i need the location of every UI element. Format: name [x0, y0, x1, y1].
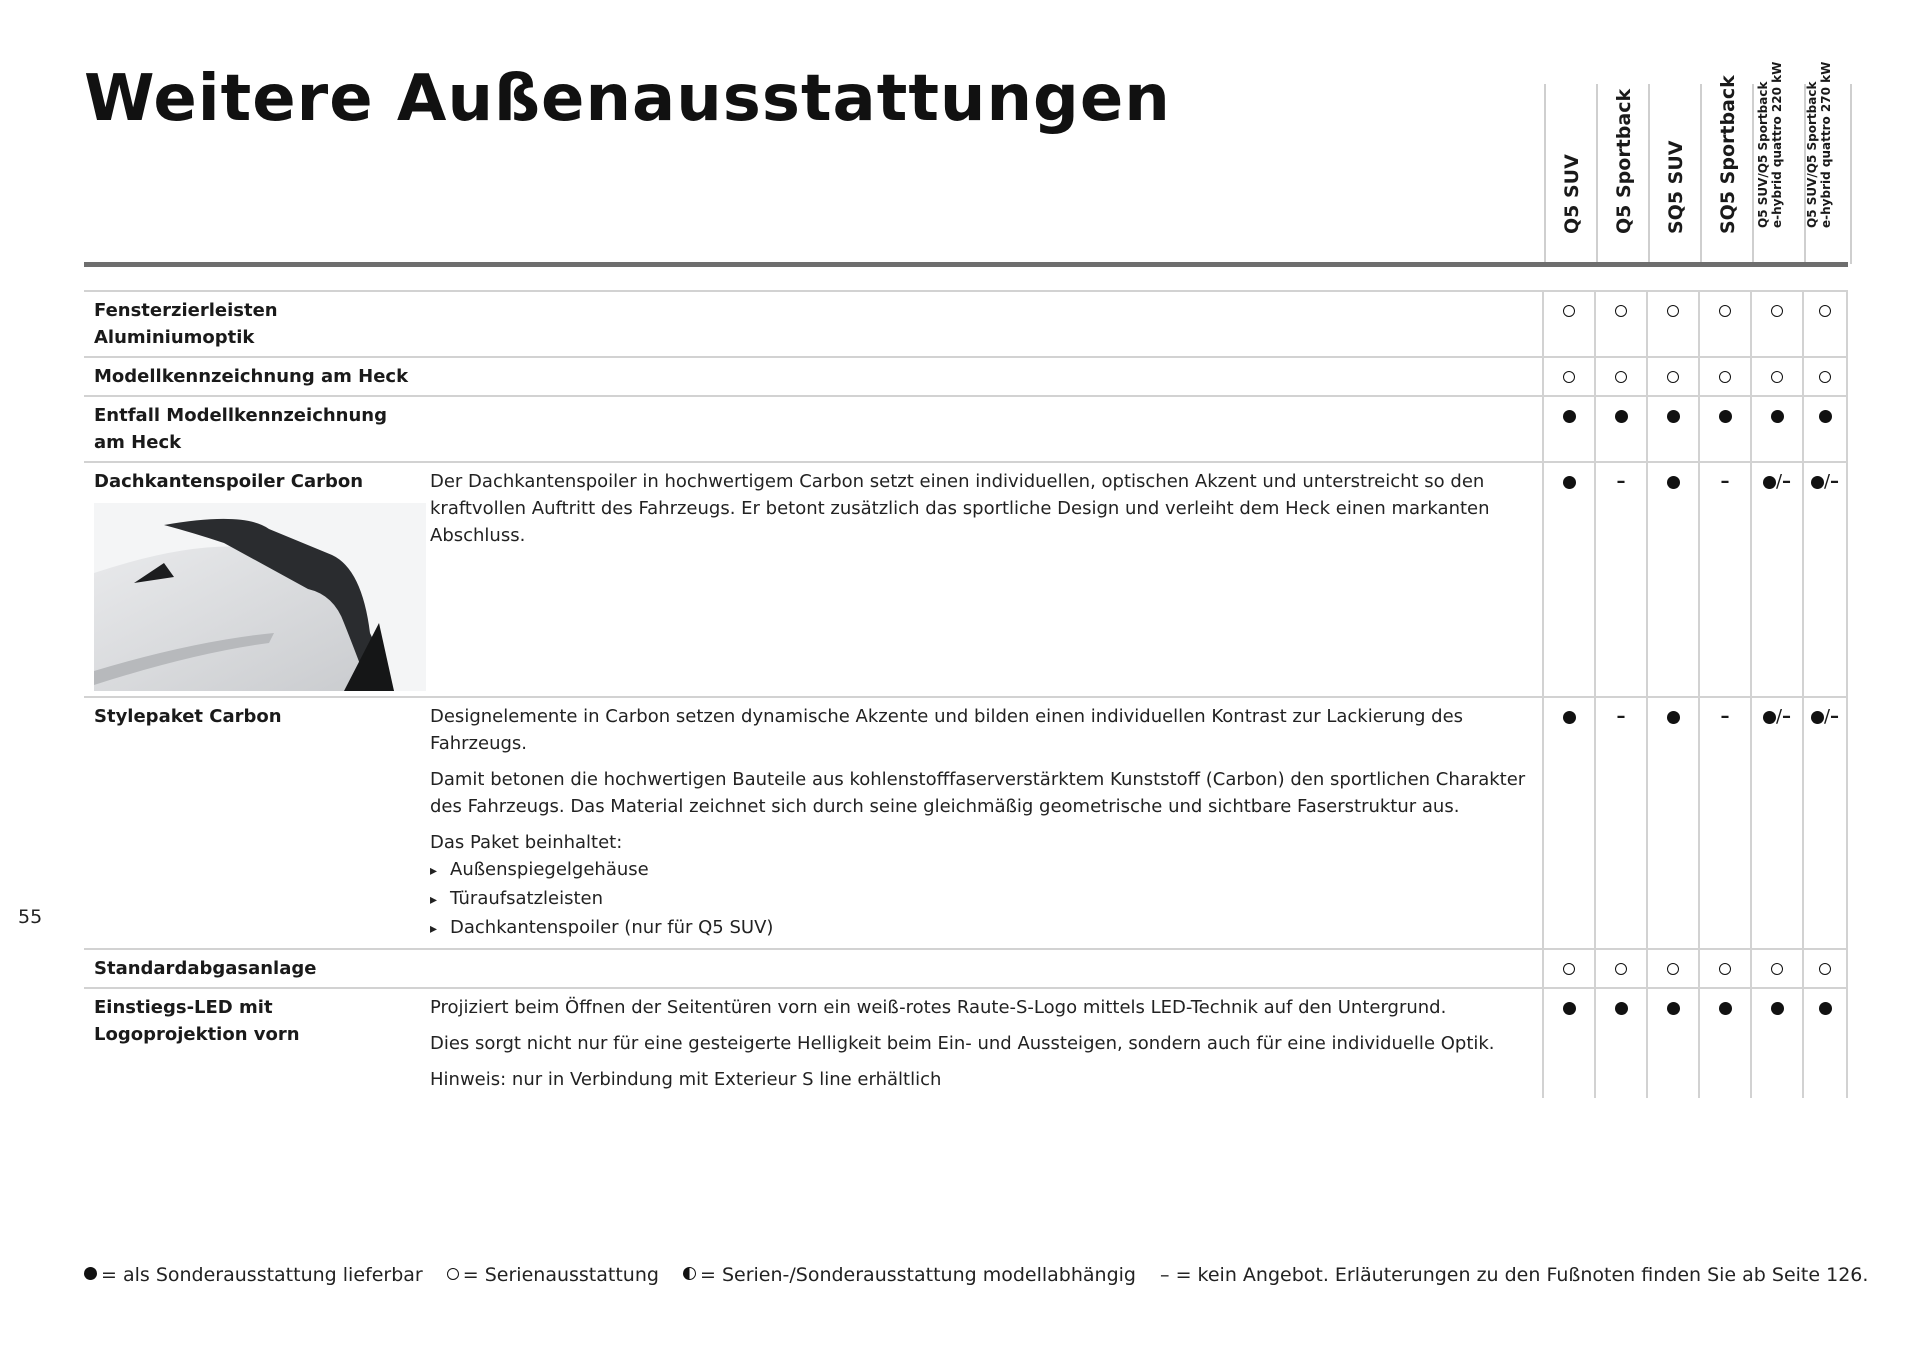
- dash-icon: –: [1616, 471, 1626, 492]
- table-row: [84, 988, 1847, 1098]
- availability-value: [1819, 300, 1831, 321]
- availability-value: [1563, 405, 1576, 426]
- description-paragraph: Das Paket beinhaltet:: [430, 832, 623, 853]
- open-circle-icon: [1771, 305, 1783, 317]
- feature-description: [420, 357, 1543, 396]
- description-paragraph: Hinweis: nur in Verbindung mit Exterieur S line erhältlich: [430, 1069, 942, 1090]
- filled-circle-icon: [1763, 476, 1776, 489]
- availability-value: [1615, 300, 1627, 321]
- model-header-sq5-sportback: [1700, 75, 1754, 264]
- open-circle-icon: [1615, 963, 1627, 975]
- availability-value: [1615, 997, 1628, 1018]
- legend-not-available: [1160, 1264, 1868, 1286]
- filled-circle-icon: [1811, 476, 1824, 489]
- dash-icon: –: [1830, 471, 1840, 492]
- slash: /: [1775, 471, 1783, 492]
- half-circle-icon: [683, 1267, 696, 1280]
- availability-cell: [1803, 357, 1847, 396]
- bullet-list: [430, 856, 1532, 943]
- availability-cell: [1699, 949, 1751, 988]
- feature-name-text: Stylepaket Carbon: [94, 706, 282, 727]
- filled-circle-icon: [1811, 711, 1824, 724]
- feature-name: [84, 949, 420, 988]
- availability-cell: [1751, 697, 1803, 949]
- availability-value: [1563, 958, 1575, 979]
- dash-icon: –: [1782, 706, 1792, 727]
- availability-value: [1819, 997, 1832, 1018]
- table-row: [84, 462, 1847, 697]
- filled-circle-icon: [1819, 410, 1832, 423]
- filled-circle-icon: [1667, 1002, 1680, 1015]
- open-circle-icon: [1667, 963, 1679, 975]
- availability-value: [1667, 405, 1680, 426]
- model-header-q5-suv: [1544, 84, 1598, 264]
- feature-name-text: Entfall Modellkennzeichnung am Heck: [94, 405, 388, 453]
- availability-cell: [1595, 988, 1647, 1098]
- open-circle-icon: [1563, 305, 1575, 317]
- availability-cell: [1595, 357, 1647, 396]
- model-header-ehybrid-270: [1804, 61, 1852, 264]
- dash-icon: –: [1720, 706, 1730, 727]
- availability-cell: [1751, 462, 1803, 697]
- availability-cell: [1751, 396, 1803, 462]
- availability-cell: [1699, 357, 1751, 396]
- feature-name: [84, 697, 420, 949]
- availability-cell: [1647, 291, 1699, 357]
- availability-cell: [1543, 697, 1595, 949]
- availability-cell: [1803, 949, 1847, 988]
- availability-value: [1667, 471, 1680, 492]
- availability-cell: [1647, 462, 1699, 697]
- legend-model-dependent: [683, 1264, 1136, 1286]
- description-paragraph: Damit betonen die hochwertigen Bauteile aus kohlenstofffaserverstärktem Kunststoff (Carbon) den sportlichen Charakter des Fahrzeugs. Das Material zeichnet sich durch seine gleichmäßig geometrische und sichtbare Faserstruktur aus.: [430, 769, 1526, 817]
- filled-circle-icon: [1615, 1002, 1628, 1015]
- bullet-item: ▸ Dachkantenspoiler (nur für Q5 SUV): [430, 914, 1532, 943]
- availability-value: [1563, 300, 1575, 321]
- open-circle-icon: [1615, 371, 1627, 383]
- availability-value: [1617, 706, 1626, 727]
- model-header-label: Q5 Sportback: [1613, 88, 1635, 234]
- availability-value: [1615, 366, 1627, 387]
- availability-cell: [1647, 949, 1699, 988]
- availability-cell: [1803, 988, 1847, 1098]
- availability-cell: [1699, 988, 1751, 1098]
- availability-cell: [1751, 357, 1803, 396]
- availability-cell: [1595, 462, 1647, 697]
- availability-cell: [1543, 396, 1595, 462]
- filled-circle-icon: [1563, 1002, 1576, 1015]
- availability-cell: [1543, 291, 1595, 357]
- open-circle-icon: [1771, 963, 1783, 975]
- legend: [84, 1264, 1886, 1286]
- availability-value: [1563, 706, 1576, 727]
- filled-circle-icon: [1771, 410, 1784, 423]
- availability-value: [1617, 471, 1626, 492]
- availability-value: [1615, 958, 1627, 979]
- feature-description: [420, 697, 1543, 949]
- model-header-line: Q5 SUV/Q5 Sportback: [1805, 81, 1820, 228]
- legend-text: = Serien-/Sonderausstattung modellabhängig: [699, 1264, 1136, 1286]
- availability-value: [1667, 300, 1679, 321]
- model-header-ehybrid-220: [1752, 61, 1806, 264]
- availability-cell: [1699, 396, 1751, 462]
- dash-icon: –: [1782, 471, 1792, 492]
- availability-value: [1719, 405, 1732, 426]
- availability-value: [1721, 706, 1730, 727]
- model-header-label: SQ5 Sportback: [1717, 75, 1739, 234]
- feature-description: [420, 462, 1543, 697]
- availability-cell: [1803, 291, 1847, 357]
- availability-value: [1563, 997, 1576, 1018]
- header-rule: [84, 262, 1848, 267]
- open-circle-icon: [1615, 305, 1627, 317]
- feature-description: [420, 949, 1543, 988]
- availability-value: [1819, 366, 1831, 387]
- feature-name-text: Standardabgasanlage: [94, 958, 317, 979]
- open-circle-icon: [1719, 963, 1731, 975]
- availability-cell: [1543, 357, 1595, 396]
- availability-value: [1615, 405, 1628, 426]
- availability-value: [1667, 997, 1680, 1018]
- dash-icon: –: [1720, 471, 1730, 492]
- carbon-spoiler-photo: [94, 503, 426, 691]
- feature-name: [84, 396, 420, 462]
- filled-circle-icon: [1667, 711, 1680, 724]
- filled-circle-icon: [1563, 476, 1576, 489]
- model-header-label: SQ5 SUV: [1665, 140, 1687, 234]
- description-paragraph: Projiziert beim Öffnen der Seitentüren vorn ein weiß-rotes Raute-S-Logo mittels LED-Technik auf den Untergrund.: [430, 997, 1447, 1018]
- slash: /: [1823, 706, 1831, 727]
- availability-cell: [1699, 291, 1751, 357]
- legend-text: = als Sonderausstattung lieferbar: [101, 1264, 423, 1286]
- availability-value: [1563, 366, 1575, 387]
- slash: /: [1775, 706, 1783, 727]
- availability-value: [1763, 706, 1791, 727]
- feature-description: [420, 988, 1543, 1098]
- availability-cell: [1595, 697, 1647, 949]
- availability-value: [1771, 958, 1783, 979]
- availability-value: [1667, 958, 1679, 979]
- open-circle-icon: [1719, 305, 1731, 317]
- open-circle-icon: [1667, 371, 1679, 383]
- model-header-line: Q5 SUV/Q5 Sportback: [1755, 81, 1770, 228]
- availability-value: [1563, 471, 1576, 492]
- feature-name: [84, 357, 420, 396]
- model-header-label: [1756, 62, 1784, 228]
- table-row: [84, 697, 1847, 949]
- filled-circle-icon: [1563, 711, 1576, 724]
- open-circle-icon: [1771, 371, 1783, 383]
- feature-name-text: Fensterzierleisten Aluminiumoptik: [94, 300, 278, 348]
- availability-cell: [1803, 396, 1847, 462]
- open-circle-icon: [447, 1268, 459, 1280]
- availability-value: [1667, 366, 1679, 387]
- description-paragraph: Designelemente in Carbon setzen dynamische Akzente und bilden einen individuellen Kontrast zur Lackierung des Fahrzeugs.: [430, 706, 1464, 754]
- availability-value: [1721, 471, 1730, 492]
- availability-value: [1719, 366, 1731, 387]
- availability-value: [1771, 997, 1784, 1018]
- filled-circle-icon: [1819, 1002, 1832, 1015]
- open-circle-icon: [1819, 371, 1831, 383]
- page-title: Weitere Außenausstattungen: [84, 62, 1171, 136]
- open-circle-icon: [1819, 963, 1831, 975]
- availability-cell: [1803, 697, 1847, 949]
- filled-circle-icon: [1719, 1002, 1732, 1015]
- feature-name: [84, 988, 420, 1098]
- availability-value: [1719, 300, 1731, 321]
- feature-name: [84, 291, 420, 357]
- filled-circle-icon: [1771, 1002, 1784, 1015]
- feature-name-text: Modellkennzeichnung am Heck: [94, 366, 409, 387]
- availability-cell: [1543, 462, 1595, 697]
- equipment-table: [84, 290, 1848, 1098]
- legend-text: – = kein Angebot. Erläuterungen zu den Fußnoten finden Sie ab Seite 126.: [1160, 1264, 1869, 1286]
- page-number: 55: [18, 906, 43, 928]
- availability-value: [1811, 471, 1839, 492]
- legend-standard: [447, 1264, 659, 1286]
- availability-cell: [1803, 462, 1847, 697]
- table-row: [84, 291, 1847, 357]
- open-circle-icon: [1563, 963, 1575, 975]
- description-paragraph: Dies sorgt nicht nur für eine gesteigerte Helligkeit beim Ein- und Aussteigen, sondern auch für eine individuelle Optik.: [430, 1033, 1495, 1054]
- filled-circle-icon: [1667, 410, 1680, 423]
- filled-circle-icon: [1615, 410, 1628, 423]
- open-circle-icon: [1563, 371, 1575, 383]
- availability-cell: [1595, 396, 1647, 462]
- availability-cell: [1647, 357, 1699, 396]
- availability-cell: [1543, 988, 1595, 1098]
- availability-value: [1819, 405, 1832, 426]
- model-header-label: [1805, 62, 1833, 228]
- availability-cell: [1751, 291, 1803, 357]
- feature-description: [420, 396, 1543, 462]
- availability-value: [1763, 471, 1791, 492]
- slash: /: [1823, 471, 1831, 492]
- availability-cell: [1699, 697, 1751, 949]
- feature-name: [84, 462, 420, 697]
- bullet-item: ▸ Türaufsatzleisten: [430, 885, 1532, 914]
- availability-value: [1667, 706, 1680, 727]
- open-circle-icon: [1667, 305, 1679, 317]
- filled-circle-icon: [1763, 711, 1776, 724]
- table-row: [84, 357, 1847, 396]
- filled-circle-icon: [1719, 410, 1732, 423]
- availability-value: [1771, 300, 1783, 321]
- availability-value: [1719, 958, 1731, 979]
- model-header-line: e-hybrid quattro 270 kW: [1819, 61, 1834, 228]
- availability-value: [1771, 366, 1783, 387]
- filled-circle-icon: [1667, 476, 1680, 489]
- dash-icon: –: [1830, 706, 1840, 727]
- availability-cell: [1543, 949, 1595, 988]
- open-circle-icon: [1719, 371, 1731, 383]
- availability-cell: [1647, 396, 1699, 462]
- availability-value: [1811, 706, 1839, 727]
- table-row: [84, 949, 1847, 988]
- filled-circle-icon: [84, 1267, 97, 1280]
- model-header-line: e-hybrid quattro 220 kW: [1769, 61, 1784, 228]
- availability-cell: [1595, 291, 1647, 357]
- availability-cell: [1647, 697, 1699, 949]
- open-circle-icon: [1819, 305, 1831, 317]
- availability-value: [1771, 405, 1784, 426]
- model-header-q5-sportback: [1596, 84, 1650, 264]
- feature-description: [420, 291, 1543, 357]
- availability-value: [1819, 958, 1831, 979]
- availability-cell: [1595, 949, 1647, 988]
- filled-circle-icon: [1563, 410, 1576, 423]
- table-row: [84, 396, 1847, 462]
- availability-cell: [1699, 462, 1751, 697]
- model-header-sq5-suv: [1648, 84, 1702, 264]
- availability-cell: [1647, 988, 1699, 1098]
- availability-value: [1719, 997, 1732, 1018]
- bullet-item: ▸ Außenspiegelgehäuse: [430, 856, 1532, 885]
- availability-cell: [1751, 949, 1803, 988]
- dash-icon: –: [1616, 706, 1626, 727]
- legend-optional: [84, 1264, 423, 1286]
- feature-name-text: Dachkantenspoiler Carbon: [94, 471, 364, 492]
- availability-cell: [1751, 988, 1803, 1098]
- description-paragraph: Der Dachkantenspoiler in hochwertigem Carbon setzt einen individuellen, optischen Akzent und unterstreicht so den kraftvollen Auftritt des Fahrzeugs. Er betont zusätzlich das sportliche Design und verleiht dem Heck einen markanten Abschluss.: [430, 471, 1490, 546]
- legend-text: = Serienausstattung: [462, 1264, 659, 1286]
- feature-name-text: Einstiegs-LED mit Logoprojektion vorn: [94, 997, 300, 1045]
- model-header-label: Q5 SUV: [1561, 154, 1583, 234]
